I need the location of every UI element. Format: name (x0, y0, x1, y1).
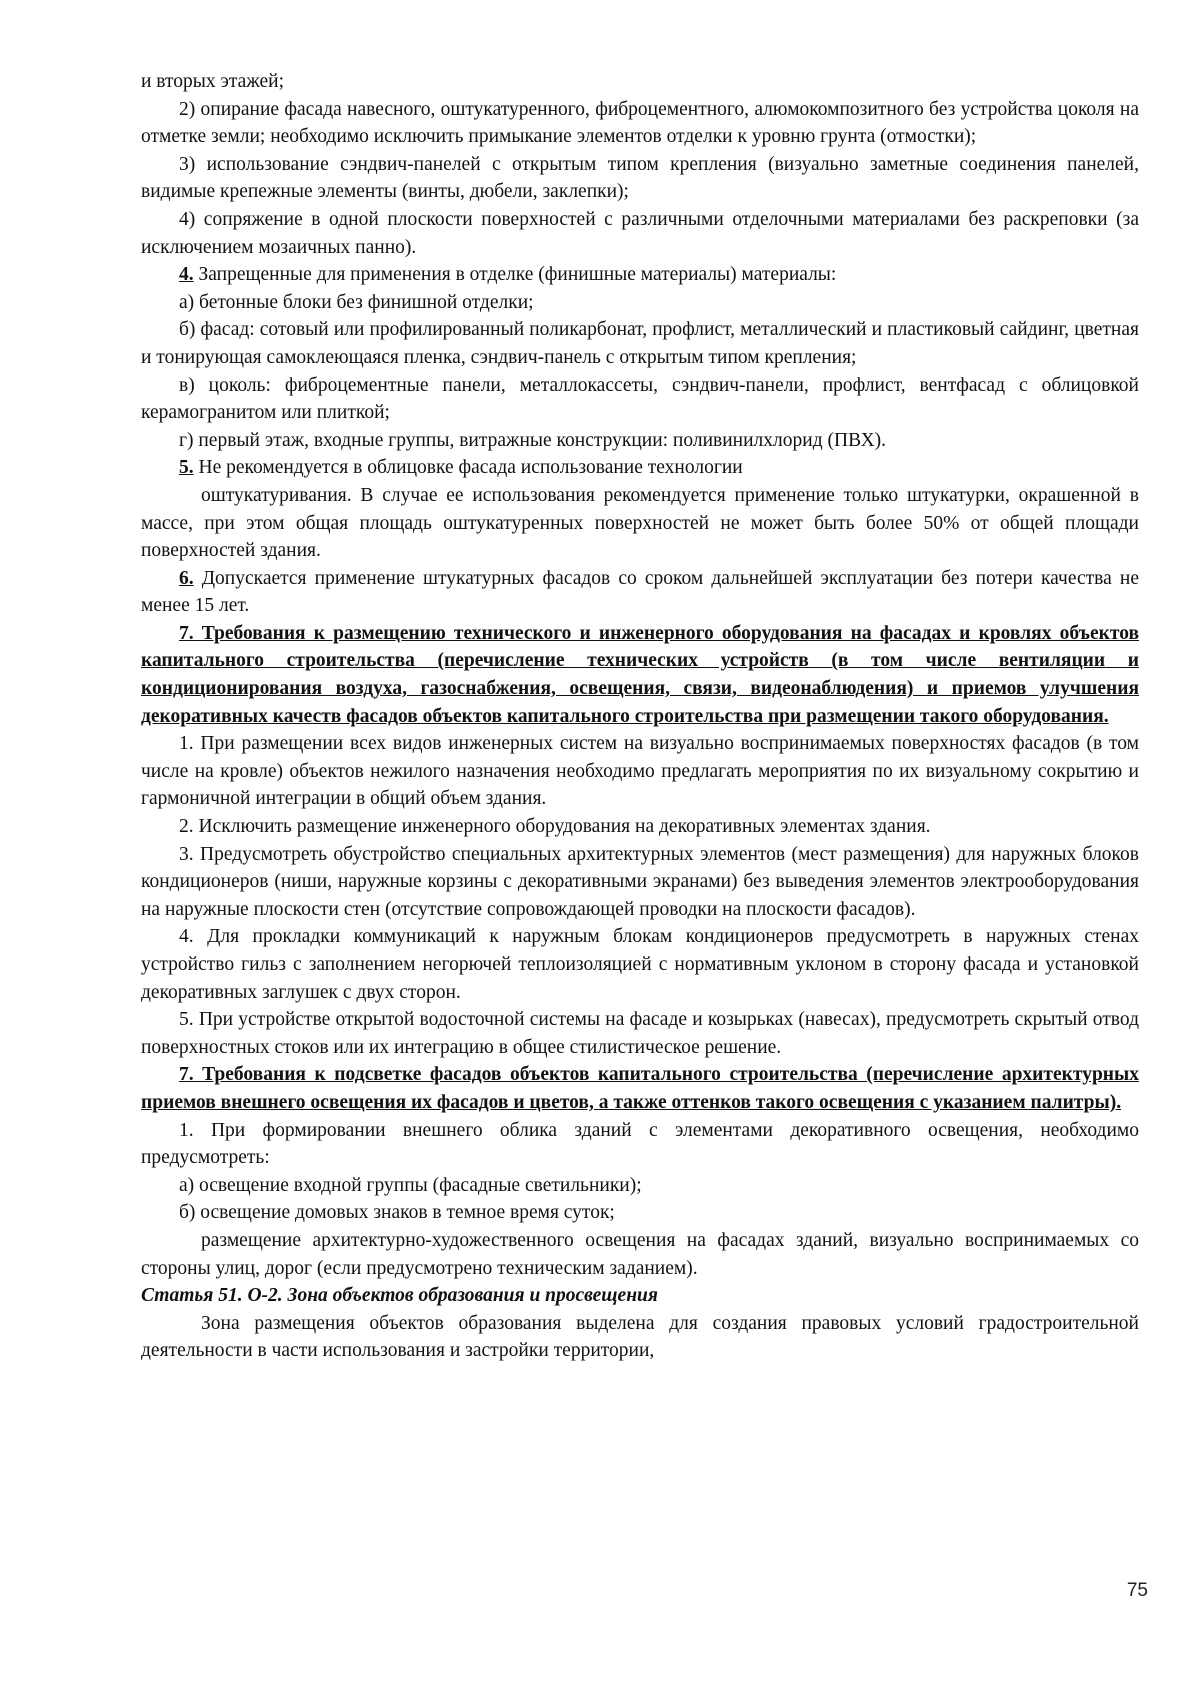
paragraph: Зона размещения объектов образования выделена для создания правовых условий градостроительной деятельности в части использования и застройки территории, (141, 1312, 1139, 1362)
section-text: Запрещенные для применения в отделке (финишные материалы) материалы: (193, 264, 837, 286)
list-item: г) первый этаж, входные группы, витражные конструкции: поливинилхлорид (ПВХ). (179, 429, 887, 451)
list-item: в) цоколь: фиброцементные панели, металлокассеты, сэндвич-панели, профлист, вентфасад с облицовкой керамогранитом или плиткой; (141, 374, 1139, 424)
list-item: 2) опирание фасада навесного, оштукатуренного, фиброцементного, алюмокомпозитного без устройства цоколя на отметке земли; необходимо исключить примыкание элементов отделки к уровню грунта (отмостки); (141, 98, 1139, 148)
section-text: Не рекомендуется в облицовке фасада использование технологии (193, 457, 743, 479)
list-item: 3. Предусмотреть обустройство специальных архитектурных элементов (мест размещения) для наружных блоков кондиционеров (ниши, наружные корзины с декоративными экранами) без выведения элементов электрооборудования на наружные плоскости стен (отсутствие сопровождающей проводки на плоскости фасадов). (141, 843, 1139, 920)
paragraph: и вторых этажей; (141, 71, 285, 92)
list-item: 4. Для прокладки коммуникаций к наружным блокам кондиционеров предусмотреть в наружных стенах устройство гильз с заполнением негорючей теплоизоляцией с нормативным уклоном в сторону фасада и установкой декоративных заглушек с двух сторон. (141, 926, 1139, 1003)
section-heading: 7. Требования к подсветке фасадов объектов капитального строительства (перечисление архитектурных приемов внешнего освещения их фасадов и цветов, а также оттенков такого освещения с указанием палитры). (141, 1064, 1139, 1113)
section-heading: 7. Требования к размещению технического и инженерного оборудования на фасадах и кровлях объектов капитального строительства (перечисление технических устройств (в том числе вентиляции и кондиционирования воздуха, газоснабжения, освещения, связи, видеонаблюдения) и приемов улучшения декоративных качеств фасадов объектов капитального строительства при размещении такого оборудования. (141, 622, 1139, 727)
section-text: Допускается применение штукатурных фасадов со сроком дальнейшей эксплуатации без потери качества не менее 15 лет. (141, 567, 1139, 617)
section-item (141, 565, 1139, 620)
paragraph: оштукатуривания. В случае ее использования рекомендуется применение только штукатурки, окрашенной в массе, при этом общая площадь оштукатуренных поверхностей не может быть более 50% от общей площади поверхностей здания. (141, 484, 1139, 562)
list-item: 5. При устройстве открытой водосточной системы на фасаде и козырьках (навесах), предусмотреть скрытый отвод поверхностных стоков или их интеграцию в общее стилистическое решение. (141, 1009, 1139, 1058)
article-heading: Статья 51. О-2. Зона объектов образования и просвещения (141, 1285, 658, 1307)
list-item: 1. При формировании внешнего облика зданий с элементами декоративного освещения, необходимо предусмотреть: (141, 1119, 1139, 1169)
section-number: 6. (179, 567, 194, 589)
document-page (141, 68, 1139, 1365)
section-item (141, 261, 1139, 289)
list-item: 4) сопряжение в одной плоскости поверхностей с различными отделочными материалами без раскреповки (за исключением мозаичных панно). (141, 208, 1139, 258)
list-item: б) фасад: сотовый или профилированный поликарбонат, профлист, металлический и пластиковый сайдинг, цветная и тонирующая самоклеющаяся пленка, сэндвич-панель с открытым типом крепления; (141, 319, 1139, 368)
list-item: б) освещение домовых знаков в темное время суток; (179, 1202, 615, 1224)
page-number: 75 (1126, 1580, 1148, 1601)
section-number: 4. (179, 264, 194, 286)
list-item: а) бетонные блоки без финишной отделки; (179, 291, 534, 313)
section-number: 5. (179, 457, 194, 479)
list-item: 1. При размещении всех видов инженерных систем на визуально воспринимаемых поверхностях фасадов (в том числе на кровле) объектов нежилого назначения необходимо предлагать мероприятия по их визуальному сокрытию и гармоничной интеграции в общий объем здания. (141, 733, 1139, 810)
list-item: 2. Исключить размещение инженерного оборудования на декоративных элементах здания. (179, 816, 931, 838)
paragraph: размещение архитектурно-художественного освещения на фасадах зданий, визуально воспринимаемых со стороны улиц, дорог (если предусмотрено техническим заданием). (141, 1229, 1139, 1279)
list-item: 3) использование сэндвич-панелей с открытым типом крепления (визуально заметные соединения панелей, видимые крепежные элементы (винты, дюбели, заклепки); (141, 153, 1139, 203)
list-item: а) освещение входной группы (фасадные светильники); (179, 1174, 642, 1196)
section-item (141, 454, 1139, 482)
